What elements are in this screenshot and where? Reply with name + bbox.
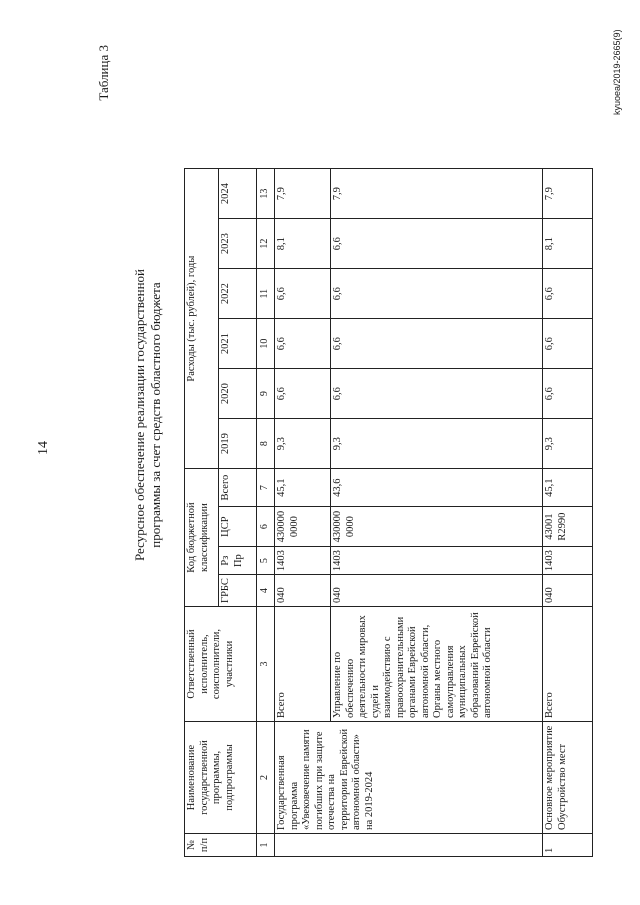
- year-value: 6,6: [543, 369, 593, 419]
- year-value: 6,6: [543, 319, 593, 369]
- executor-cell: Всего: [543, 607, 593, 722]
- header-year: 2021: [219, 319, 257, 369]
- column-number: 12: [257, 219, 275, 269]
- header-rzpr: Рз Пр: [219, 547, 257, 575]
- column-number: 3: [257, 607, 275, 722]
- footer-document-code: kyuoea/2019-2665(9): [612, 29, 622, 115]
- executor-cell: Управление по обеспечению деятельности мировых судей и взаимодействию с правоохранительными органами Еврейской автономной области, Органы местного самоуправления муниципальных образований Еврейской автономной области: [331, 607, 543, 722]
- header-num: № п/п: [185, 834, 257, 857]
- year-value: 9,3: [275, 419, 331, 469]
- csr-cell: 43001 R2990: [543, 507, 593, 547]
- page-number: 14: [36, 441, 51, 455]
- header-year: 2020: [219, 369, 257, 419]
- column-number: 10: [257, 319, 275, 369]
- total-cell: 43,6: [331, 469, 543, 507]
- title-line-1: Ресурсное обеспечение реализации государственной: [132, 268, 147, 562]
- year-value: 7,9: [543, 169, 593, 219]
- total-cell: 45,1: [275, 469, 331, 507]
- table-title: [132, 185, 164, 645]
- column-number: 13: [257, 169, 275, 219]
- year-value: 6,6: [275, 269, 331, 319]
- rzpr-cell: 1403: [331, 547, 543, 575]
- csr-cell: 430000 0000: [275, 507, 331, 547]
- row-num: 1: [543, 834, 593, 857]
- column-number: 6: [257, 507, 275, 547]
- program-name: Основное мероприятие Обустройство мест: [543, 722, 593, 834]
- year-value: 6,6: [331, 219, 543, 269]
- grbs-cell: 040: [543, 575, 593, 607]
- column-number: 9: [257, 369, 275, 419]
- title-line-2: программы за счет средств областного бюджета: [148, 282, 163, 548]
- column-number: 4: [257, 575, 275, 607]
- column-number: 1: [257, 834, 275, 857]
- header-year: 2019: [219, 419, 257, 469]
- year-value: 6,6: [331, 369, 543, 419]
- year-value: 6,6: [331, 269, 543, 319]
- header-total: Всего: [219, 469, 257, 507]
- year-value: 9,3: [543, 419, 593, 469]
- year-value: 7,9: [331, 169, 543, 219]
- year-value: 9,3: [331, 419, 543, 469]
- header-year: 2024: [219, 169, 257, 219]
- executor-cell: Всего: [275, 607, 331, 722]
- row-num: [275, 834, 543, 857]
- column-number: 5: [257, 547, 275, 575]
- program-name: Государственная программа «Увековечение памяти погибших при защите отечества на территории Еврейской автономной области» на 2019-2024: [275, 722, 543, 834]
- header-csr: ЦСР: [219, 507, 257, 547]
- header-code-group: Код бюджетной классификации: [185, 469, 219, 607]
- header-executor: Ответственный исполнитель, соисполнители, участники: [185, 607, 257, 722]
- header-grbs: ГРБС: [219, 575, 257, 607]
- rzpr-cell: 1403: [543, 547, 593, 575]
- csr-cell: 430000 0000: [331, 507, 543, 547]
- year-value: 6,6: [331, 319, 543, 369]
- header-expenses-group: Расходы (тыс. рублей), годы: [185, 169, 219, 469]
- header-year: 2023: [219, 219, 257, 269]
- column-number: 8: [257, 419, 275, 469]
- column-number: 2: [257, 722, 275, 834]
- column-number: 11: [257, 269, 275, 319]
- column-number-row: [257, 169, 275, 857]
- year-value: 7,9: [275, 169, 331, 219]
- year-value: 6,6: [275, 319, 331, 369]
- rzpr-cell: 1403: [275, 547, 331, 575]
- year-value: 8,1: [275, 219, 331, 269]
- header-row-1: [185, 169, 219, 857]
- table-label: Таблица 3: [96, 45, 111, 101]
- grbs-cell: 040: [275, 575, 331, 607]
- column-number: 7: [257, 469, 275, 507]
- year-value: 6,6: [275, 369, 331, 419]
- table-row: [543, 169, 593, 857]
- year-value: 8,1: [543, 219, 593, 269]
- grbs-cell: 040: [331, 575, 543, 607]
- total-cell: 45,1: [543, 469, 593, 507]
- year-value: 6,6: [543, 269, 593, 319]
- header-name: Наименование государственной программы, подпрограммы: [185, 722, 257, 834]
- table-row: [275, 169, 331, 857]
- header-year: 2022: [219, 269, 257, 319]
- resource-table: [184, 168, 593, 857]
